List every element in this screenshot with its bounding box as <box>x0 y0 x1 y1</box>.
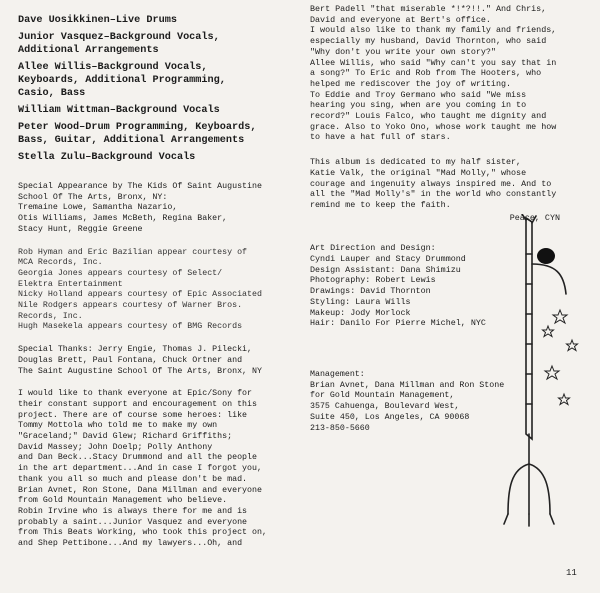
credit-vasquez: Junior Vasquez–Background Vocals, Additional Arrangements <box>18 32 220 56</box>
drawing-figure-icon <box>486 214 594 554</box>
special-thanks: Special Thanks: Jerry Engie, Thomas J. Pilecki, Douglas Brett, Paul Fontana, Chuck Ortner and The Saint Augustine School Of The Arts, Bronx, NY <box>18 345 262 376</box>
thanks-paragraph-left: I would like to thank everyone at Epic/Sony for their constant support and encouragement on this project. There are of course some heroes: like Tommy Mottola who told me to make my own "Graceland;" David Glew; Richard Griffiths; David Massey; John Doelp; Polly Anthony and Dan Beck...Stacy Drummond and all the people in the art department...And in case I forgot you, thank you all so much and please don't be mad. Brian Avnet, Ron Stone, Dana Millman and everyone from Gold Mountain Management who believe. Robin Irvine who is always there for me and is probably a saint...Junior Vasquez and everyone from This Beats Working, who took this project on, and Shep Pettibone...And my lawyers...Oh, and <box>18 389 267 549</box>
management-info: Management: Brian Avnet, Dana Millman and Ron Stone for Gold Mountain Management, 3575 Cahuenga, Boulevard West, Suite 450, Los Angeles, CA 90068 213-850-5660 <box>310 370 505 433</box>
special-appearance: Special Appearance by The Kids Of Saint Augustine School Of The Arts, Bronx, NY: Tremaine Lowe, Samantha Nazario, Otis Williams, James McBeth, Regina Baker, Stacy Hunt, Reggie Greene <box>18 182 262 234</box>
credit-uosikkinen: Dave Uosikkinen–Live Drums <box>18 15 177 26</box>
left-column <box>18 0 290 562</box>
credit-wittman: William Wittman–Background Vocals <box>18 105 220 116</box>
dedication: This album is dedicated to my half sister, Katie Valk, the original "Mad Molly," whose courage and ingenuity always inspired me. And to all the "Mad Molly's" in the world who constantly remind me to keep the faith. <box>310 157 557 210</box>
credit-wood: Peter Wood–Drum Programming, Keyboards, Bass, Guitar, Additional Arrangements <box>18 122 257 146</box>
courtesy-notes: Rob Hyman and Eric Bazilian appear courtesy of MCA Records, Inc. Georgia Jones appears courtesy of Select/ Elektra Entertainment Nicky Holland appears courtesy of Epic Associated Nile Rodgers appears courtesy of Warner Bros. Records, Inc. Hugh Masekela appears courtesy of BMG Records <box>18 247 262 332</box>
performer-credits <box>18 14 290 164</box>
credit-willis: Allee Willis–Background Vocals, Keyboards, Additional Programming, Casio, Bass <box>18 62 226 99</box>
page-number: 11 <box>566 568 577 578</box>
thanks-paragraph-right: Bert Padell "that miserable *!*?!!." And Chris, David and everyone at Bert's office. I would also like to thank my family and friends, especially my husband, David Thornton, who said "Why don't you write your own story?" Allee Willis, who said "Why can't you say that in a song?" To Eric and Rob from The Hooters, who helped me rediscover the joy of writing. To Eddie and Troy Germano who said "We miss hearing you sing, when are you coming in to record?" Louis Falco, who taught me dignity and grace. Also to Yoko Ono, whose work taught me how to have a hat full of stars. <box>310 4 557 143</box>
signature: Peace, CYN <box>509 212 560 223</box>
art-credits: Art Direction and Design: Cyndi Lauper and Stacy Drummond Design Assistant: Dana Shimizu Photography: Robert Lewis Drawings: David Thornton Styling: Laura Wills Makeup: Jody Morlock Hair: Danilo For Pierre Michel, NYC <box>310 243 486 329</box>
credit-zulu: Stella Zulu–Background Vocals <box>18 152 196 163</box>
